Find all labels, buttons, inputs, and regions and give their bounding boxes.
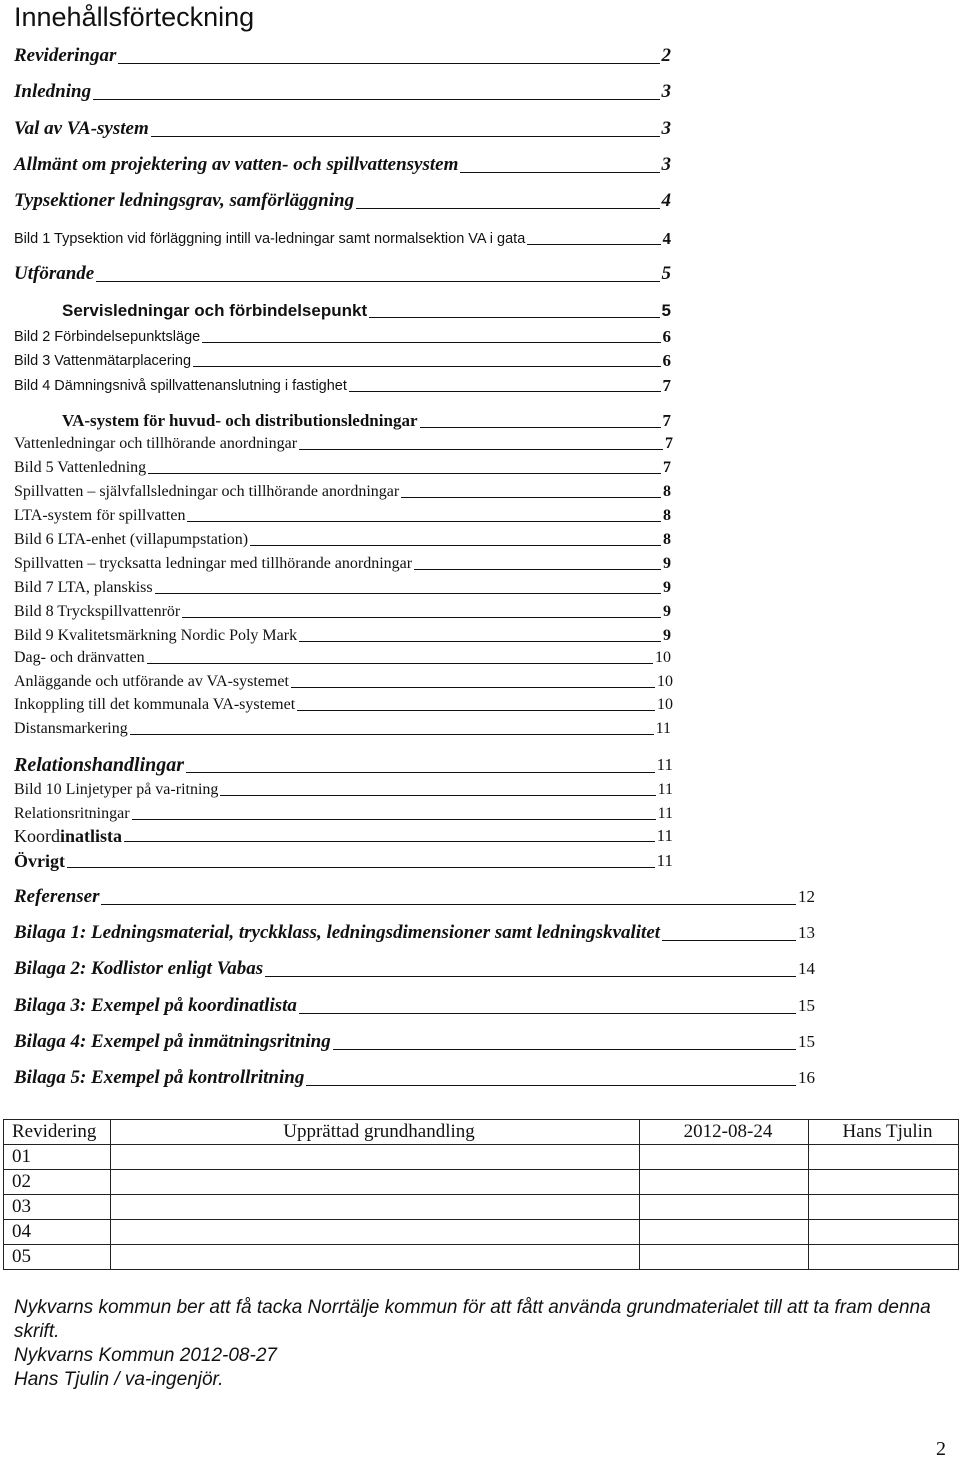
toc-entry[interactable]: Dag- och dränvatten 10 xyxy=(14,649,671,666)
table-row xyxy=(4,1220,959,1245)
toc-entry[interactable]: Bild 8 Tryckspillvattenrör 9 xyxy=(14,603,671,620)
page-number: 2 xyxy=(936,1438,946,1460)
toc-entry[interactable]: Bild 7 LTA, planskiss 9 xyxy=(14,579,671,596)
acknowledgement-note xyxy=(14,1296,934,1392)
toc-entry[interactable]: Bild 4 Dämningsnivå spillvattenanslutning i fastighet 7 xyxy=(14,376,671,395)
toc-entry[interactable]: Bild 1 Typsektion vid förläggning intill va-ledningar samt normalsektion VA i gata 4 xyxy=(14,229,671,248)
toc-entry[interactable]: Servisledningar och förbindelsepunkt 5 xyxy=(62,301,671,320)
table-cell: Upprättad grundhandling xyxy=(111,1120,640,1145)
table-row xyxy=(4,1120,959,1145)
toc-entry[interactable]: Bilaga 4: Exempel på inmätningsritning 15 xyxy=(14,1031,815,1052)
toc-entry[interactable]: Bild 3 Vattenmätarplacering 6 xyxy=(14,351,671,370)
toc-entry[interactable]: Bild 5 Vattenledning 7 xyxy=(14,459,671,476)
table-cell xyxy=(640,1170,809,1195)
toc-entry[interactable]: Bild 2 Förbindelsepunktsläge 6 xyxy=(14,327,671,346)
table-cell xyxy=(809,1145,959,1170)
table-cell: Revidering xyxy=(4,1120,111,1145)
toc-entry[interactable]: Bilaga 5: Exempel på kontrollritning 16 xyxy=(14,1067,815,1088)
table-row xyxy=(4,1245,959,1270)
toc-entry[interactable]: Relationshandlingar 11 xyxy=(14,754,673,776)
toc-entry[interactable]: Bild 9 Kvalitetsmärkning Nordic Poly Mark 9 xyxy=(14,627,671,644)
revision-table xyxy=(3,1119,959,1270)
table-row xyxy=(4,1195,959,1220)
note-thanks: Nykvarns kommun ber att få tacka Norrtälje kommun för att fått använda grundmaterialet till att ta fram denna skrift. xyxy=(14,1297,931,1342)
table-cell xyxy=(809,1245,959,1270)
toc-entry[interactable]: Distansmarkering 11 xyxy=(14,720,671,737)
table-cell: 01 xyxy=(4,1145,111,1170)
toc-entry[interactable]: Referenser 12 xyxy=(14,886,815,907)
table-cell: 02 xyxy=(4,1170,111,1195)
table-cell: 03 xyxy=(4,1195,111,1220)
table-cell xyxy=(640,1145,809,1170)
toc-entry[interactable]: VA-system för huvud- och distributionsledningar 7 xyxy=(62,411,671,430)
table-cell: 2012-08-24 xyxy=(640,1120,809,1145)
table-cell xyxy=(640,1195,809,1220)
toc-entry[interactable]: Typsektioner ledningsgrav, samförläggning 4 xyxy=(14,190,671,211)
table-cell xyxy=(111,1195,640,1220)
table-cell: 04 xyxy=(4,1220,111,1245)
toc-entry[interactable]: Spillvatten – trycksatta ledningar med tillhörande anordningar 9 xyxy=(14,555,671,572)
toc-entry[interactable]: Bild 6 LTA-enhet (villapumpstation) 8 xyxy=(14,531,671,548)
toc-entry[interactable]: Koordinatlista 11 xyxy=(14,826,673,846)
table-cell xyxy=(640,1245,809,1270)
toc-entry[interactable]: Allmänt om projektering av vatten- och spillvattensystem 3 xyxy=(14,154,671,175)
toc-entry[interactable]: Bild 10 Linjetyper på va-ritning 11 xyxy=(14,781,673,798)
table-cell: 05 xyxy=(4,1245,111,1270)
toc-entry[interactable]: Relationsritningar 11 xyxy=(14,805,673,822)
table-cell xyxy=(111,1145,640,1170)
table-cell xyxy=(111,1245,640,1270)
note-author: Hans Tjulin / va-ingenjör. xyxy=(14,1369,224,1390)
table-cell xyxy=(809,1195,959,1220)
toc-entry[interactable]: Inkoppling till det kommunala VA-systemet 10 xyxy=(14,696,673,713)
table-cell xyxy=(640,1220,809,1245)
note-date: Nykvarns Kommun 2012-08-27 xyxy=(14,1345,277,1366)
toc-entry[interactable]: Inledning 3 xyxy=(14,81,671,102)
table-cell xyxy=(809,1170,959,1195)
table-row xyxy=(4,1145,959,1170)
toc-entry[interactable]: Anläggande och utförande av VA-systemet 10 xyxy=(14,673,673,690)
toc-entry[interactable]: Bilaga 3: Exempel på koordinatlista 15 xyxy=(14,995,815,1016)
table-cell xyxy=(809,1220,959,1245)
table-cell xyxy=(111,1170,640,1195)
table-cell xyxy=(111,1220,640,1245)
table-row xyxy=(4,1170,959,1195)
toc-entry[interactable]: Bilaga 2: Kodlistor enligt Vabas 14 xyxy=(14,958,815,979)
toc-entry[interactable]: Val av VA-system 3 xyxy=(14,118,671,139)
toc-entry[interactable]: Revideringar 2 xyxy=(14,45,671,66)
toc-entry[interactable]: Bilaga 1: Ledningsmaterial, tryckklass, ledningsdimensioner samt ledningskvalitet 13 xyxy=(14,922,815,943)
toc-entry[interactable]: Utförande 5 xyxy=(14,263,671,284)
toc-entry[interactable]: Vattenledningar och tillhörande anordningar 7 xyxy=(14,435,673,452)
toc-entry[interactable]: Spillvatten – självfallsledningar och tillhörande anordningar 8 xyxy=(14,483,671,500)
toc-entry[interactable]: LTA-system för spillvatten 8 xyxy=(14,507,671,524)
table-cell: Hans Tjulin xyxy=(809,1120,959,1145)
page-heading: Innehållsförteckning xyxy=(14,2,255,32)
toc-entry[interactable]: Övrigt 11 xyxy=(14,851,673,871)
